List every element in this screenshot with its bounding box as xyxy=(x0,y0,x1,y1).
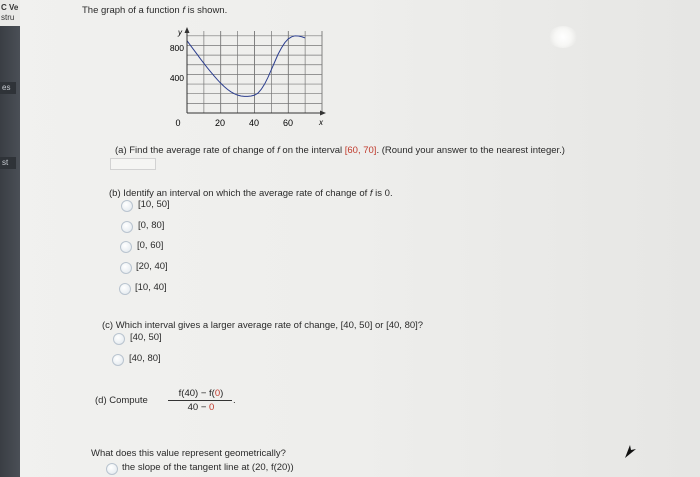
x-axis-arrow-icon xyxy=(320,111,326,116)
graph-grid xyxy=(187,31,322,113)
part-b-option-4-radio[interactable] xyxy=(120,262,132,274)
part-b-option-1-label: [10, 50] xyxy=(138,199,170,210)
part-a-prompt: (a) Find the average rate of change of f on the interval [60, 70]. (Round your answer to the nearest integer.) xyxy=(115,145,565,156)
fraction-period: . xyxy=(233,395,236,406)
fraction-bar xyxy=(168,400,232,401)
x-tick-label: 60 xyxy=(282,118,294,128)
y-axis-label: y xyxy=(178,28,182,37)
sidebar-instructor-label: stru xyxy=(1,13,15,22)
y-tick-label: 400 xyxy=(169,73,184,83)
geometric-option-1-radio[interactable] xyxy=(106,463,118,475)
y-axis-arrow-icon xyxy=(185,27,190,33)
part-b-option-5-radio[interactable] xyxy=(119,283,131,295)
part-b-option-2-radio[interactable] xyxy=(121,221,133,233)
part-d-prompt: (d) Compute xyxy=(95,395,148,406)
part-c-option-1-label: [40, 50] xyxy=(130,332,162,343)
function-curve xyxy=(187,36,305,97)
part-c-option-2-radio[interactable] xyxy=(112,354,124,366)
part-c-prompt: (c) Which interval gives a larger average rate of change, [40, 50] or [40, 80]? xyxy=(102,320,424,331)
part-b-option-3-radio[interactable] xyxy=(120,241,132,253)
part-b-option-4-label: [20, 40] xyxy=(136,261,168,272)
part-b-prompt: (b) Identify an interval on which the average rate of change of f is 0. xyxy=(109,188,393,199)
function-graph xyxy=(150,22,340,134)
y-tick-label: 800 xyxy=(169,43,184,53)
fraction-denominator: 40 − 0 xyxy=(187,402,215,413)
part-b-option-3-label: [0, 60] xyxy=(137,240,164,251)
sidebar-course-label: C Ve xyxy=(1,3,19,12)
part-c-option-2-label: [40, 80] xyxy=(129,353,161,364)
part-a-interval: [60, 70] xyxy=(344,145,377,156)
part-c-option-1-radio[interactable] xyxy=(113,333,125,345)
left-sidebar xyxy=(0,0,20,477)
fraction-numerator: f(40) − f(0) xyxy=(178,388,224,399)
sidebar-tab-settings[interactable]: st xyxy=(0,157,16,169)
intro-text: The graph of a function f is shown. xyxy=(82,5,228,16)
part-b-option-1-radio[interactable] xyxy=(121,200,133,212)
part-b-option-5-label: [10, 40] xyxy=(135,282,167,293)
screen-glare xyxy=(548,26,578,48)
sidebar-header xyxy=(0,0,20,26)
x-tick-label: 20 xyxy=(214,118,226,128)
part-b-option-2-label: [0, 80] xyxy=(138,220,165,231)
x-axis-label: x xyxy=(319,118,323,127)
y-tick-label: 0 xyxy=(175,118,181,128)
mouse-cursor-icon xyxy=(624,444,638,460)
x-tick-label: 40 xyxy=(248,118,260,128)
sidebar-tab-resources[interactable]: es xyxy=(0,82,16,94)
part-a-answer-input[interactable] xyxy=(110,158,156,170)
geometric-question: What does this value represent geometrically? xyxy=(91,448,286,459)
geometric-option-1-label: the slope of the tangent line at (20, f(20)) xyxy=(122,462,294,473)
